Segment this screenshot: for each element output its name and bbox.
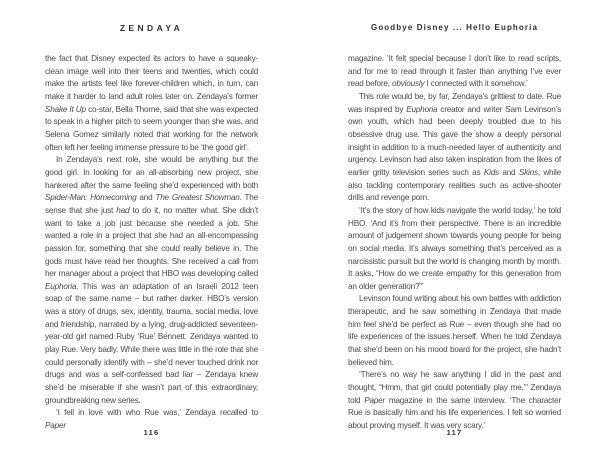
paragraph <box>348 53 561 91</box>
text-segment: . The sense that she just <box>45 193 258 215</box>
text-segment: This role would be, by far, Zendaya’s grittiest to date. Rue was inspired by <box>348 91 561 114</box>
italic-text-segment: obviously <box>392 79 425 89</box>
italic-text-segment: Skins <box>518 167 538 177</box>
text-segment: In Zendaya’s next role, she would be anything but the good girl. In looking for an all-absorbing new project, she hankered after the same feeling she’d experienced with both <box>45 155 258 190</box>
text-segment: creator and writer Sam Levinson’s own youth, which had been deeply troubled due to his obsessive drug use. This gave the show a deeply personal insight in addition to a much-needed layer of authenticity and urgency. Levinson had also taken inspiration from the likes of earlier gritty television series such as <box>348 104 561 177</box>
text-segment: , while also tackling contemporary realities such as active-shooter drills and revenge porn. <box>348 167 561 203</box>
page-body-right <box>348 53 561 433</box>
text-segment: ‘It’s the story of how kids navigate the world today,’ he told HBO. ‘And it’s from their perspective. There is an incredible amount of judgement shown towards young people for being on social media. It’s always something that’s perceived as a narcissistic pursuit but the world is changing month by month. It asks, “How do we create empathy for this generation from an older generation?”’ <box>348 205 561 291</box>
text-segment: to do it, no matter what. She didn’t want to take a job just because she needed a job. She wanted a role in a project that she had an all-encompassing passion for, something that she could really believe in. The gods must have read her thoughts. She received a call from her manager about a project that HBO was developing called <box>45 205 258 279</box>
text-segment: ‘I fell in love with who Rue was,’ Zendaya recalled to <box>56 408 258 418</box>
page-number-right: 117 <box>446 428 463 437</box>
paragraph <box>348 205 561 294</box>
text-segment: magazine. ‘It felt special because I don’t like to read scripts, and for me to read through it faster than anything I’ve ever read before, <box>348 54 561 89</box>
paragraph <box>348 293 561 369</box>
running-head-right: Goodbye Disney ... Hello Euphoria <box>371 23 538 32</box>
page-right <box>303 0 606 463</box>
page-body-left <box>45 53 258 433</box>
italic-text-segment: The Greatest Showman <box>155 193 240 203</box>
paragraph <box>45 154 258 407</box>
italic-text-segment: Euphoria <box>406 104 438 114</box>
text-segment: I connected with it somehow.’ <box>424 79 528 89</box>
text-segment: co-star, Bella Thorne, said that she was expected to speak in a higher pitch to seem younger than she was, and Selena Gomez similarly noted that working for the network often left her feeling immense pressure to be ‘the good girl’. <box>45 104 258 152</box>
text-segment: ‘There’s no way he saw anything I did in the past and thought, “Hmm, that girl could potentially play me,”’ Zendaya told <box>348 370 561 405</box>
page-number-left: 116 <box>143 428 160 437</box>
italic-text-segment: Shake It Up <box>45 104 86 114</box>
italic-text-segment: Spider-Man: Homecoming <box>45 193 137 203</box>
running-head-left: ZENDAYA <box>119 23 184 33</box>
text-segment: the fact that Disney expected its actors to have a squeaky-clean image well into their teens and twenties, which could make the artists feel like forever-children which, in turn, can make it harder to land adult roles later on. Zendaya’s former <box>45 54 258 101</box>
text-segment: and <box>498 167 519 177</box>
text-segment: Levinson found writing about his own battles with addiction therapeutic, and he saw something in Zendaya that made him feel she’d be perfect as Rue – even though she had no life experiences of the issues herself. When he told Zendaya that she’d been on his mood board for the project, she hadn’t believed him. <box>348 294 561 367</box>
italic-text-segment: Kids <box>483 167 499 177</box>
text-segment: magazine in the same interview. ‘The character Rue is basically him and his life experiences. I felt so worried about proving myself. It was very scary.’ <box>348 395 561 431</box>
paragraph <box>348 369 561 432</box>
italic-text-segment: had <box>116 205 130 215</box>
text-segment: and <box>136 193 156 203</box>
italic-text-segment: Paper <box>45 421 66 431</box>
text-segment: . This was an adaptation of an Israeli 2012 teen soap of the same name – but rather darker. HBO’s version was a story of drugs, sex, identity, trauma, social media, love and friendship, narrated by a lying, drug-addicted seventeen-year-old girl named Ruby ‘Rue’ Bennett. Zendaya wanted to play Rue. Very badly. While there was little in the role that she could personally identify with – she’d never touched drink nor drugs and was a self-confessed bad liar – Zendaya knew she’d be miserable if she wasn’t part of this extraordinary, groundbreaking new series. <box>45 281 258 405</box>
italic-text-segment: Paper <box>364 395 386 405</box>
paragraph <box>45 53 258 154</box>
italic-text-segment: Euphoria <box>45 281 77 291</box>
paragraph <box>348 91 561 205</box>
